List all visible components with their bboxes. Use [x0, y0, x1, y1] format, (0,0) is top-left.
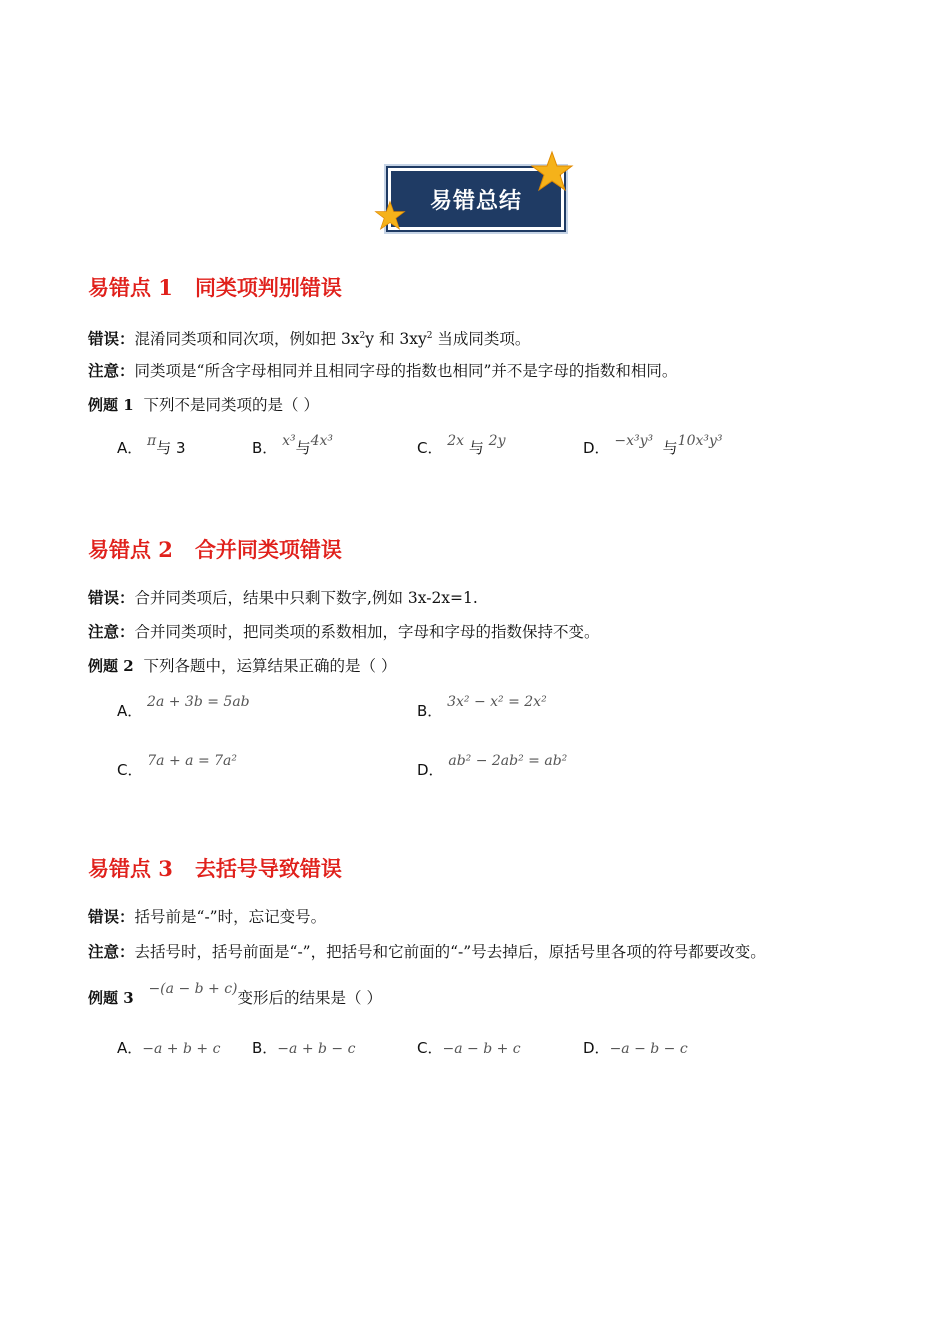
- example-line-3: [88, 981, 382, 1009]
- error-label: 错误：: [88, 907, 135, 926]
- option-a[interactable]: [117, 694, 250, 721]
- note-label: 注意：: [88, 361, 135, 380]
- option-letter: A．: [117, 439, 143, 457]
- option-letter: D．: [583, 1039, 610, 1057]
- note-text: 去括号时，括号前面是“-”，把括号和它前面的“-”号去掉后，原括号里各项的符号都要改变。: [134, 943, 766, 961]
- option-d[interactable]: [583, 1037, 688, 1058]
- error-text: 括号前是“-”时，忘记变号。: [134, 908, 327, 926]
- note-text: 合并同类项时，把同类项的系数相加，字母和字母的指数保持不变。: [134, 623, 600, 641]
- section-heading-1: [88, 272, 342, 302]
- heading-number: 易错点 1: [88, 275, 173, 300]
- heading-number: 易错点 2: [88, 537, 173, 562]
- error-text-b: y 和 3xy: [365, 330, 427, 349]
- option-math: 7a + a = 7a²: [147, 753, 237, 769]
- option-math: 2a + 3b = 5ab: [147, 694, 250, 710]
- option-math: −a − b + c: [442, 1041, 521, 1057]
- error-text-a: 混淆同类项和同次项，例如把 3x: [134, 330, 360, 349]
- option-math: 3x² − x² = 2x²: [447, 694, 547, 710]
- option-math: −x³y³: [614, 433, 654, 449]
- error-label: 错误：: [88, 588, 135, 607]
- note-line-1: [88, 361, 677, 381]
- banner-title: 易错总结: [429, 188, 522, 214]
- error-label: 错误：: [88, 329, 135, 349]
- option-letter: C．: [417, 1039, 443, 1057]
- section-heading-3: [88, 853, 342, 883]
- example-label: 例题 1: [88, 396, 134, 414]
- option-a[interactable]: [117, 1037, 220, 1058]
- example-text: 下列不是同类项的是（ ）: [143, 396, 319, 414]
- error-text: 合并同类项后，结果中只剩下数字,例如 3x-2x=1.: [134, 589, 478, 607]
- option-math: −a − b − c: [609, 1041, 688, 1057]
- option-b[interactable]: [417, 694, 547, 721]
- note-text: 同类项是“所含字母相同并且相同字母的指数也相同”并不是字母的指数和相同。: [134, 362, 678, 380]
- error-line-3: [88, 907, 326, 927]
- option-join: 与: [295, 439, 311, 457]
- option-letter: C．: [417, 439, 443, 457]
- option-letter: D．: [417, 761, 444, 779]
- option-math: −a + b + c: [142, 1041, 221, 1057]
- star-icon: [530, 150, 574, 194]
- option-math: π: [147, 433, 157, 449]
- heading-number: 易错点 3: [88, 856, 173, 881]
- error-line-2: [88, 588, 478, 608]
- option-letter: B．: [252, 1039, 278, 1057]
- star-icon: [374, 200, 406, 232]
- option-math2: 4x³: [310, 433, 334, 449]
- option-letter: A．: [117, 1039, 143, 1057]
- option-c[interactable]: [117, 753, 237, 780]
- option-c[interactable]: [417, 433, 506, 458]
- option-b[interactable]: [252, 433, 334, 458]
- error-text-c: 当成同类项。: [432, 330, 531, 349]
- option-letter: B．: [252, 439, 278, 457]
- option-letter: B．: [417, 702, 443, 720]
- heading-title: 去括号导致错误: [194, 856, 342, 881]
- note-line-2: [88, 622, 600, 642]
- option-d[interactable]: [583, 433, 723, 458]
- option-math2: 2y: [488, 433, 506, 449]
- option-math: x³: [282, 433, 296, 449]
- option-letter: C．: [117, 761, 143, 779]
- error-line-1: 错误：混淆同类项和同次项，例如把 $3x^2y$ 和 $3xy^2$ 当成同类项。: [88, 329, 531, 349]
- option-math: ab² − 2ab² = ab²: [448, 753, 568, 769]
- option-join: 与: [468, 439, 484, 457]
- example-math: −(a − b + c): [148, 981, 238, 997]
- example-text: 变形后的结果是（ ）: [237, 989, 382, 1007]
- option-b[interactable]: [252, 1037, 355, 1058]
- example-line-1: [88, 395, 319, 415]
- option-math2: 10x³y³: [677, 433, 723, 449]
- option-letter: A．: [117, 702, 143, 720]
- example-label: 例题 2: [88, 657, 134, 675]
- example-line-2: [88, 656, 396, 676]
- option-math2: 3: [176, 439, 186, 457]
- example-label: 例题 3: [88, 989, 134, 1007]
- option-d[interactable]: [417, 753, 568, 780]
- note-label: 注意：: [88, 622, 135, 641]
- heading-title: 同类项判别错误: [194, 275, 342, 300]
- option-math: 2x: [447, 433, 465, 449]
- example-text: 下列各题中，运算结果正确的是（ ）: [143, 657, 397, 675]
- option-a[interactable]: [117, 433, 186, 458]
- option-join: 与: [662, 439, 678, 457]
- note-line-3: [88, 942, 766, 962]
- option-join: 与: [156, 439, 172, 457]
- section-heading-2: [88, 534, 342, 564]
- option-math: −a + b − c: [277, 1041, 356, 1057]
- note-label: 注意：: [88, 942, 135, 961]
- heading-title: 合并同类项错误: [194, 537, 342, 562]
- option-c[interactable]: [417, 1037, 521, 1058]
- option-letter: D．: [583, 439, 610, 457]
